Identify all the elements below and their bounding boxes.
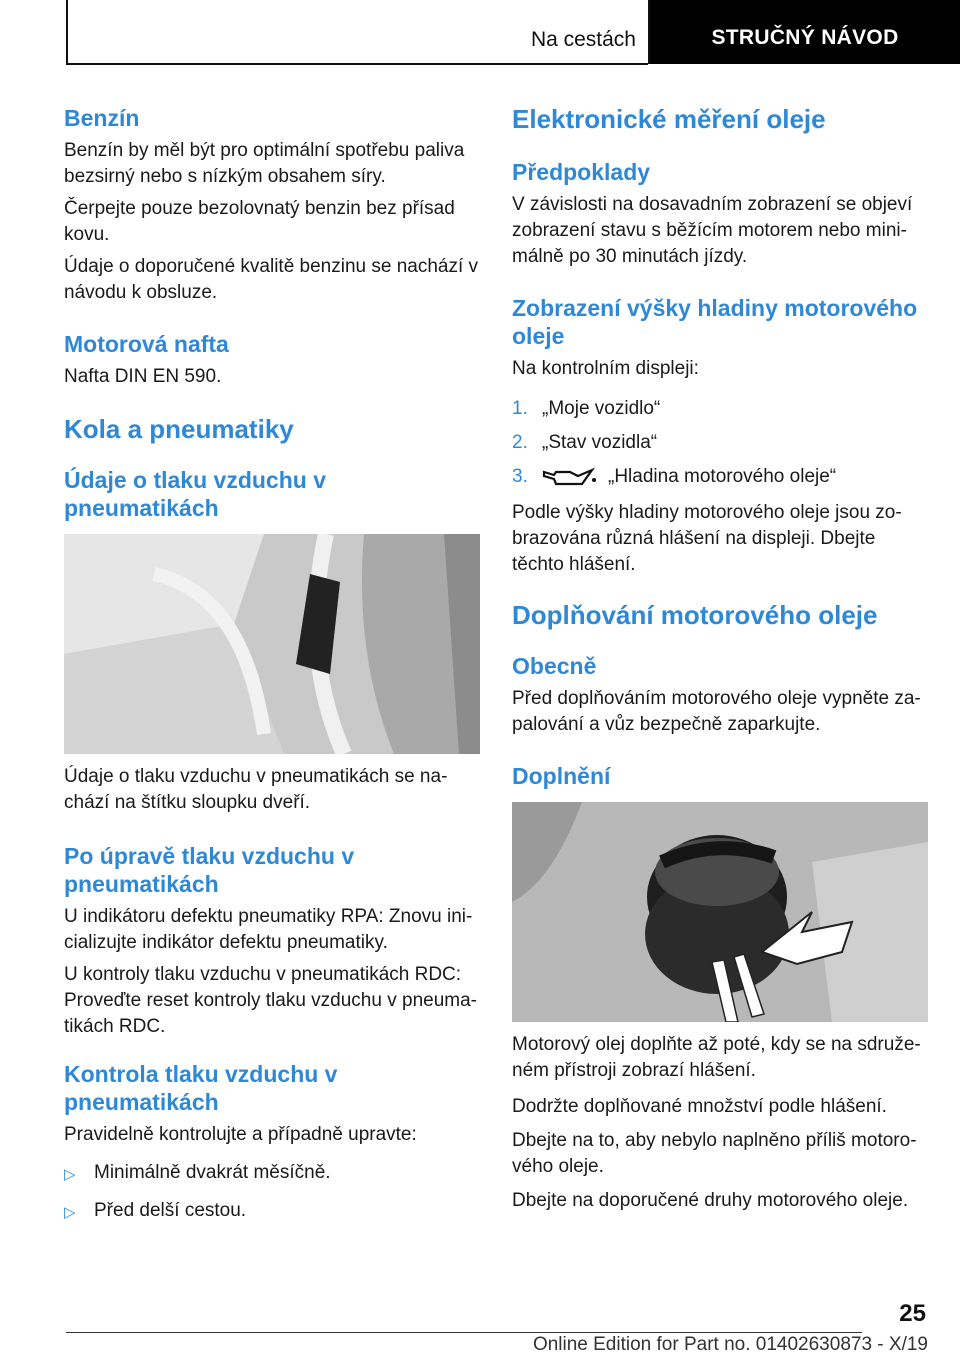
paragraph: Dbejte na doporučené druhy motorového oleje. [512, 1190, 909, 1211]
door-pillar-photo [64, 534, 480, 754]
header-left-rule [66, 0, 68, 64]
paragraph: Pravidelně kontrolujte a případně upravte: [64, 1124, 417, 1145]
heading-kontrola: Kontrola tlaku vzduchu v pneumatikách [64, 1061, 338, 1115]
footer-rule [66, 1332, 862, 1333]
paragraph: Benzín by měl být pro optimální spotřebu paliva bezsirný nebo s nízkým obsahem síry. [64, 140, 465, 187]
paragraph: Nafta DIN EN 590. [64, 366, 222, 387]
door-pillar-illustration [64, 534, 480, 754]
list-item-text: „Hladina motorového oleje“ [608, 466, 837, 487]
oil-can-icon [542, 466, 598, 488]
paragraph: Podle výšky hladiny motorového oleje jsou zobrazována různá hlášení na displeji. Dbejte těchto hlášení. [512, 502, 902, 575]
paragraph: Před doplňováním motorového oleje vypněte zapalování a vůz bezpečně zaparkujte. [512, 688, 921, 735]
list-item [512, 430, 928, 456]
paragraph: Motorový olej doplňte až poté, kdy se na sdruženém přístroji zobrazí hlášení. [512, 1034, 921, 1081]
list-number: 1. [512, 398, 528, 419]
paragraph: U indikátoru defektu pneumatiky RPA: Znovu inicializujte indikátor defektu pneumatiky. [64, 906, 473, 953]
heading-tlak: Údaje o tlaku vzduchu v pneumatikách [64, 467, 326, 521]
heading-predpoklady: Předpoklady [512, 159, 651, 185]
paragraph: Údaje o doporučené kvalitě benzinu se nachází v návodu k obsluze. [64, 256, 479, 303]
edition-note: Online Edition for Part no. 01402630873 - X/19 [532, 1334, 928, 1355]
right-column [512, 100, 928, 1214]
list-number: 2. [512, 432, 528, 453]
list-item-text: Minimálně dvakrát měsíčně. [94, 1162, 331, 1183]
list-item [64, 1160, 480, 1188]
paragraph: Dbejte na to, aby nebylo naplněno příliš motorového oleje. [512, 1130, 917, 1177]
list-item [512, 396, 928, 422]
left-column [64, 100, 480, 1226]
page-number: 25 [899, 1300, 926, 1327]
paragraph: V závislosti na dosavadním zobrazení se objeví zobrazení stavu s běžícím motorem nebo minimálně po 30 minutách jízdy. [512, 194, 913, 267]
paragraph: U kontroly tlaku vzduchu v pneumatikách RDC: Proveďte reset kontroly tlaku vzduchu v pneumatikách RDC. [64, 964, 477, 1037]
heading-nafta: Motorová nafta [64, 331, 229, 357]
list-number: 3. [512, 466, 528, 487]
paragraph: Údaje o tlaku vzduchu v pneumatikách se nachází na štítku sloupku dveří. [64, 766, 448, 813]
paragraph: Dodržte doplňované množství podle hlášení. [512, 1096, 887, 1117]
heading-kola: Kola a pneumatiky [64, 414, 294, 444]
triangle-bullet-icon: ▷ [64, 1204, 76, 1221]
triangle-bullet-icon: ▷ [64, 1166, 76, 1183]
oil-cap-photo [512, 802, 928, 1022]
heading-doplneni: Doplnění [512, 763, 611, 789]
header-bottom-rule [66, 63, 648, 65]
list-item-text: Před delší cestou. [94, 1200, 247, 1221]
header-section-title: Na cestách [530, 28, 636, 51]
paragraph: Čerpejte pouze bezolovnatý benzin bez přísad kovu. [64, 198, 455, 245]
heading-doplnovani: Doplňování motorového oleje [512, 600, 878, 630]
heading-uprava: Po úpravě tlaku vzduchu v pneumatikách [64, 843, 355, 897]
oil-cap-illustration [512, 802, 928, 1022]
list-item-text: „Stav vozidla“ [542, 432, 658, 453]
heading-mereni: Elektronické měření oleje [512, 104, 826, 134]
heading-zobrazeni: Zobrazení výšky hladiny motorového oleje [512, 295, 918, 349]
list-item [512, 464, 928, 490]
paragraph: Na kontrolním displeji: [512, 358, 699, 379]
heading-obecne: Obecně [512, 653, 597, 679]
list-item-text: „Moje vozidlo“ [542, 398, 661, 419]
heading-benzin: Benzín [64, 105, 140, 131]
list-item [64, 1198, 480, 1226]
header-tab: STRUČNÝ NÁVOD [650, 0, 960, 64]
